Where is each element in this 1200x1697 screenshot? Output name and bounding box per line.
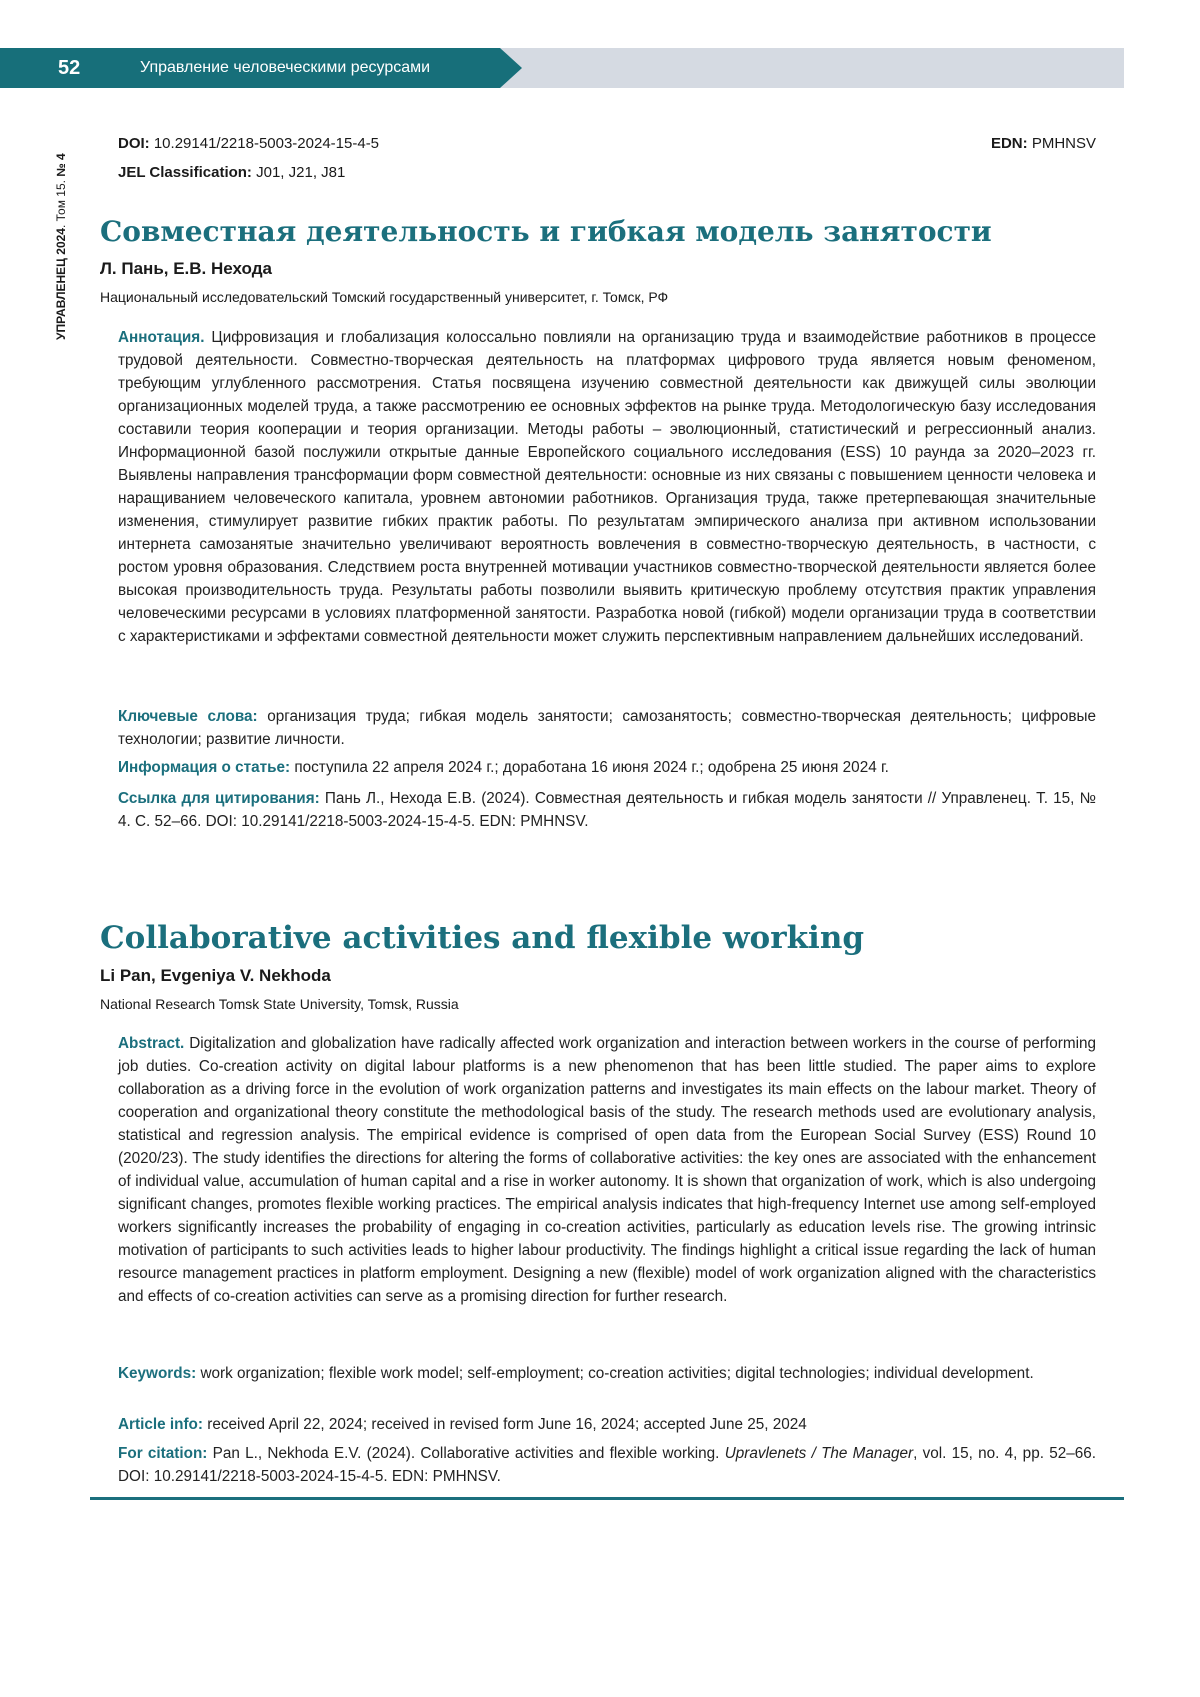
en-citation-journal: Upravlenets / The Manager <box>725 1445 913 1462</box>
en-abstract <box>118 1032 1096 1308</box>
doi-line <box>118 134 379 154</box>
ru-affiliation: Национальный исследовательский Томский государственный университет, г. Томск, РФ <box>100 289 668 305</box>
en-citation-label: For citation: <box>118 1445 207 1462</box>
ru-abstract <box>118 326 1096 648</box>
en-info-text: received April 22, 2024; received in revised form June 16, 2024; accepted June 25, 2024 <box>207 1416 807 1433</box>
header-gray-bar <box>500 48 1124 88</box>
ru-citation-label: Ссылка для цитирования: <box>118 790 320 807</box>
en-citation <box>118 1442 1096 1488</box>
en-citation-pre: Pan L., Nekhoda E.V. (2024). Collaborative activities and flexible working. <box>213 1445 725 1462</box>
running-title: Управление человеческими ресурсами <box>140 48 430 88</box>
en-authors: Li Pan, Evgeniya V. Nekhoda <box>100 966 331 986</box>
ru-keywords-text: организация труда; гибкая модель занятости; самозанятость; совместно-творческая деятельность; цифровые технологии; развитие личности. <box>118 708 1096 748</box>
journal-side-label <box>54 153 68 340</box>
ru-authors: Л. Пань, Е.В. Нехода <box>100 259 272 279</box>
page-number: 52 <box>58 48 80 88</box>
en-title: Collaborative activities and flexible working <box>100 920 864 956</box>
ru-keywords-label: Ключевые слова: <box>118 708 258 725</box>
ru-citation <box>118 787 1096 833</box>
journal-volume: . Том 15. <box>54 177 68 228</box>
ru-abstract-text: Цифровизация и глобализация колоссально повлияли на организацию труда и взаимодействие работников в процессе трудовой деятельности. Совместно-творческая деятельность на платформах цифрового труда является новым феноменом, требующим углубленного рассмотрения. Статья посвящена изучению совместной деятельности как движущей силы эволюции организационных моделей труда, а также рассмотрению ее основных эффектов на рынке труда. Методологическую базу исследования составили теория кооперации и теория организации. Методы работы – эволюционный, статистический и регрессионный анализ. Информационной базой послужили открытые данные Европейского социального исследования (ESS) 10 раунда за 2020–2023 гг. Выявлены направления трансформации форм совместной деятельности: основные из них связаны с повышением ценности человека и наращиванием человеческого капитала, уровнем автономии работников. Организация труда, также претерпевающая значительные изменения, стимулирует развитие гибких практик работы. По результатам эмпирического анализа при активном использовании интернета самозанятые значительно увеличивают вероятность вовлечения в совместно-творческую деятельность, в частности, с ростом уровня образования. Следствием роста внутренней мотивации участников совместно-творческой деятельности является более высокая производительность труда. Результаты работы позволили выявить критическую проблему отсутствия практик управления человеческими ресурсами в условиях платформенной занятости. Разработка новой (гибкой) модели организации труда в соответствии с характеристиками и эффектами совместной деятельности может служить перспективным направлением дальнейших исследований. <box>118 329 1096 645</box>
jel-line <box>118 163 345 183</box>
en-keywords-text: work organization; flexible work model; self-employment; co-creation activities; digital technologies; individual development. <box>200 1365 1033 1382</box>
ru-info-text: поступила 22 апреля 2024 г.; доработана 16 июня 2024 г.; одобрена 25 июня 2024 г. <box>294 759 889 776</box>
header-band <box>0 48 1124 88</box>
ru-info-label: Информация о статье: <box>118 759 290 776</box>
ru-article-info <box>118 756 1096 779</box>
en-info-label: Article info: <box>118 1416 203 1433</box>
jel-label: JEL Classification: <box>118 164 252 181</box>
en-abstract-label: Abstract. <box>118 1035 184 1052</box>
jel-value: J01, J21, J81 <box>256 164 345 181</box>
en-keywords-label: Keywords: <box>118 1365 196 1382</box>
edn-line <box>991 134 1096 154</box>
ru-abstract-label: Аннотация. <box>118 329 204 346</box>
en-keywords <box>118 1362 1096 1385</box>
ru-keywords <box>118 705 1096 751</box>
ru-citation-text: Пань Л., Нехода Е.В. (2024). Совместная деятельность и гибкая модель занятости // Управленец. Т. 15, № 4. С. 52–66. DOI: 10.29141/2218-5003-2024-15-4-5. EDN: PMHNSV. <box>118 790 1096 830</box>
ru-title: Совместная деятельность и гибкая модель занятости <box>100 215 992 248</box>
journal-name: УПРАВЛЕНЕЦ 2024 <box>54 228 68 340</box>
en-abstract-text: Digitalization and globalization have radically affected work organization and interaction between workers in the course of performing job duties. Co-creation activity on digital labour platforms is a new phenomenon that has been little studied. The paper aims to explore collaboration as a driving force in the evolution of work organization patterns and investigates its main effects on the labour market. Theory of cooperation and organizational theory constitute the methodological basis of the study. The research methods used are evolutionary analysis, statistical and regression analysis. The empirical evidence is comprised of open data from the European Social Survey (ESS) Round 10 (2020/23). The study identifies the directions for altering the forms of collaborative activities: the key ones are associated with the enhancement of individual value, accumulation of human capital and a rise in worker autonomy. It is shown that organization of work, which is also undergoing significant changes, promotes flexible working practices. The empirical analysis indicates that high-frequency Internet use among self-employed workers significantly increases the probability of engaging in co-creation activities, particularly as education levels rise. The growing intrinsic motivation of participants to such activities leads to higher labour productivity. The findings highlight a critical issue regarding the lack of human resource management practices in platform employment. Designing a new (flexible) model of work organization aligned with the characteristics and effects of co-creation activities can serve as a promising direction for further research. <box>118 1035 1096 1305</box>
edn-value: PMHNSV <box>1032 135 1096 152</box>
doi-label: DOI: <box>118 135 150 152</box>
bottom-rule <box>90 1497 1124 1500</box>
en-citation-post: , vol. 15, no. 4, pp. 52–66. DOI: 10.29141/2218-5003-2024-15-4-5. EDN: PMHNSV. <box>118 1445 1096 1485</box>
doi-value[interactable]: 10.29141/2218-5003-2024-15-4-5 <box>154 135 379 152</box>
edn-label: EDN: <box>991 135 1028 152</box>
journal-issue: № 4 <box>54 153 68 176</box>
en-article-info <box>118 1413 1096 1436</box>
en-affiliation: National Research Tomsk State University, Tomsk, Russia <box>100 996 459 1012</box>
